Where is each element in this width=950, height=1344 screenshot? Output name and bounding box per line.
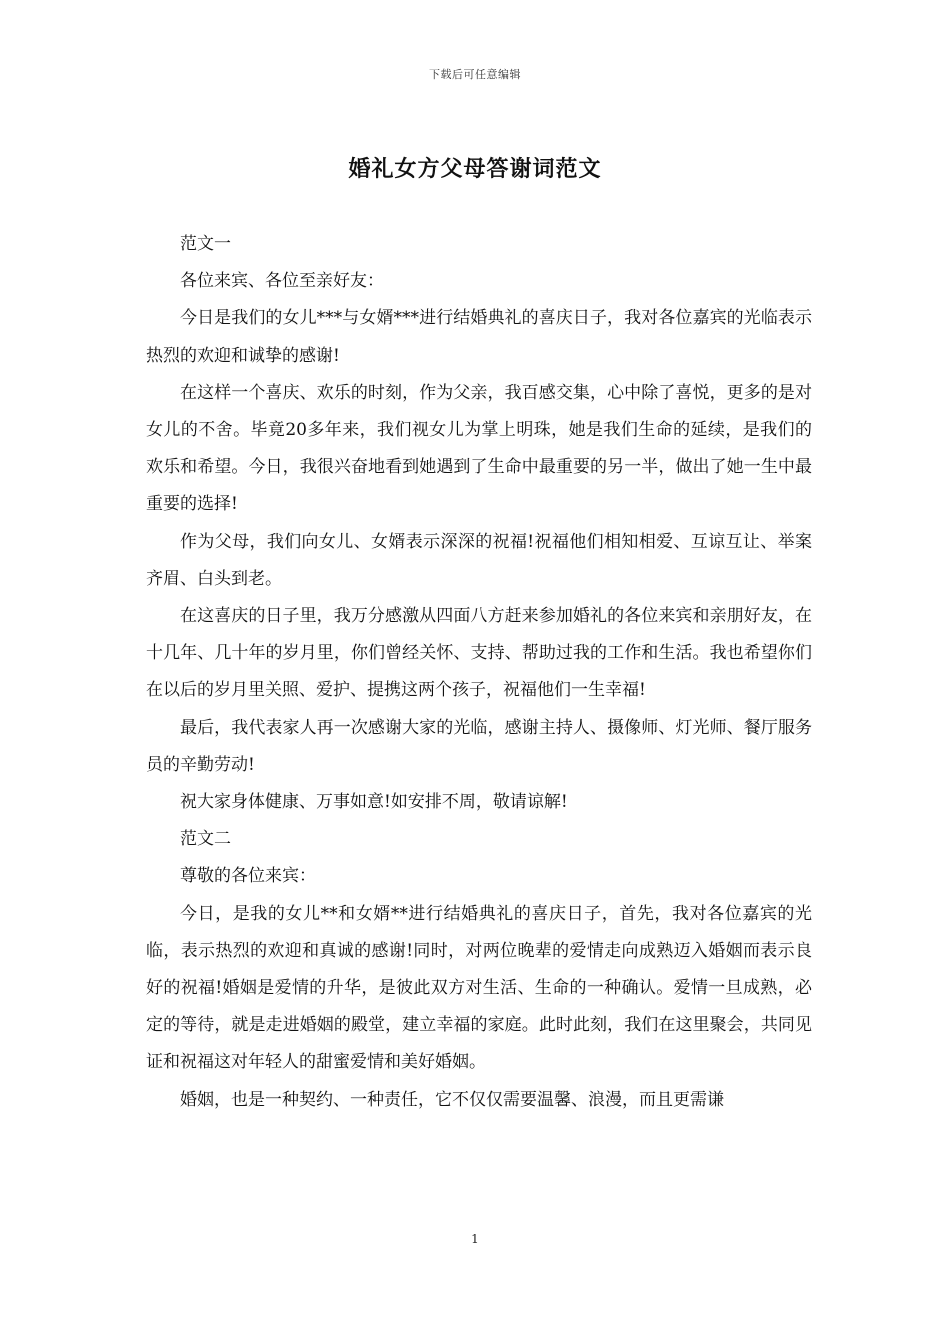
- body-paragraph: 今日，是我的女儿**和女婿**进行结婚典礼的喜庆日子，首先，我对各位嘉宾的光临，表示热烈的欢迎和真诚的感谢!同时，对两位晚辈的爱情走向成熟迈入婚姻而表示良好的祝福!婚姻是爱情的升华，是彼此双方对生活、生命的一种确认。爱情一旦成熟，必定的等待，就是走进婚姻的殿堂，建立幸福的家庭。此时此刻，我们在这里聚会，共同见证和祝福这对年轻人的甜蜜爱情和美好婚姻。: [146, 903, 812, 1073]
- salutation-2: 尊敬的各位来宾：: [180, 866, 316, 887]
- page-header-note: 下载后可任意编辑: [429, 68, 521, 81]
- section-heading-1: 范文一: [180, 234, 231, 254]
- section-heading-2: 范文二: [180, 829, 231, 850]
- body-paragraph: 祝大家身体健康、万事如意!如安排不周，敬请谅解!: [180, 792, 568, 813]
- body-paragraph: 作为父母，我们向女儿、女婿表示深深的祝福!祝福他们相知相爱、互谅互让、举案齐眉、白头到老。: [146, 531, 812, 589]
- document-body: [146, 226, 812, 1119]
- body-paragraph: 在这样一个喜庆、欢乐的时刻，作为父亲，我百感交集，心中除了喜悦，更多的是对女儿的不舍。毕竟20多年来，我们视女儿为掌上明珠，她是我们生命的延续，是我们的欢乐和希望。今日，我很兴奋地看到她遇到了生命中最重要的另一半，做出了她一生中最重要的选择!: [146, 382, 812, 515]
- body-paragraph: 今日是我们的女儿***与女婿***进行结婚典礼的喜庆日子，我对各位嘉宾的光临表示热烈的欢迎和诚挚的感谢!: [146, 308, 812, 366]
- body-paragraph: 婚姻，也是一种契约、一种责任，它不仅仅需要温馨、浪漫，而且更需谦: [180, 1089, 724, 1110]
- document-title: 婚礼女方父母答谢词范文: [348, 156, 602, 182]
- body-paragraph: 在这喜庆的日子里，我万分感激从四面八方赶来参加婚礼的各位来宾和亲朋好友，在十几年、几十年的岁月里，你们曾经关怀、支持、帮助过我的工作和生活。我也希望你们在以后的岁月里关照、爱护、提携这两个孩子，祝福他们一生幸福!: [146, 606, 812, 701]
- salutation-1: 各位来宾、各位至亲好友：: [180, 271, 384, 292]
- page-number: 1: [471, 1232, 479, 1246]
- body-paragraph: 最后，我代表家人再一次感谢大家的光临，感谢主持人、摄像师、灯光师、餐厅服务员的辛勤劳动!: [146, 717, 812, 775]
